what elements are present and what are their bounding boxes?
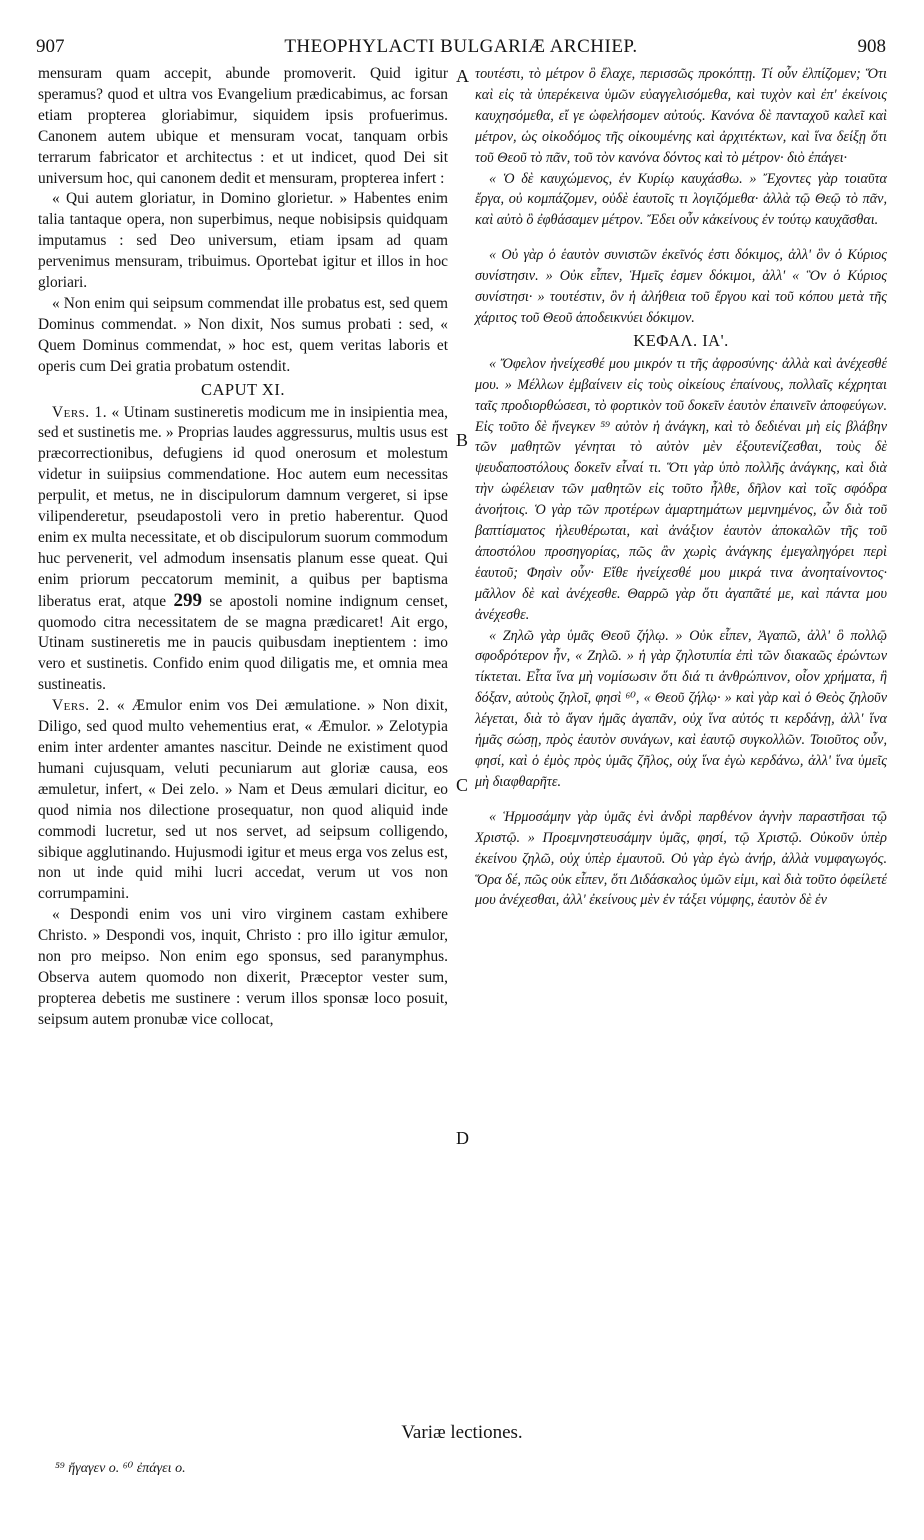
- greek-paragraph: τουτέστι, τὸ μέτρον ὃ ἔλαχε, περισσῶς προκόπτῃ. Τί οὖν ἐλπίζομεν; Ὅτι καὶ εἰς τὰ ὑπερέκεινα ὑμῶν εὐαγγελισόμεθα, καὶ τυχὸν καὶ ἐπ' ἐκείνοις καυχησόμεθα, εἴ γε ὠφελήσομεν αὐτούς. Κανόνα δὲ πανταχοῦ καλεῖ καὶ μέτρον, ὡς οἰκοδόμος τῆς οἰκουμένης καὶ ἀρχιτέκτων, καὶ ἵνα δείξῃ ὅτι τοῦ Θεοῦ τὸ πᾶν, τοῦ τὸν κανόνα δόντος καὶ τὸ μέτρον· διὸ ἐπάγει·: [475, 66, 887, 166]
- latin-column: [38, 64, 448, 1031]
- margin-letter-d: D: [456, 1128, 469, 1148]
- verse-text: se apostoli nomine indignum censet, quomodo citra necessitatem de se magna prædicaret! Ait ergo, Utinam sustineretis me in paucis quibusdam ineptientem : imo vero et sustinetis. Confido enim quod diligatis me, et omnia mea sustineatis.: [38, 592, 448, 694]
- verse-text: « Utinam sustineretis modicum me in insipientia mea, sed et sustinetis me. » Proprias laudes aggressurus, multis usus est præcorrectionibus, defugiens id quod onerosum et molestum videtur in suiipsius commendatione. Hoc autem eum necessitas perpulit, et metus, ne in discipulorum damnum vergeret, si ipse vilipenderetur, pseudapostoli vero in pretio haberentur. Quod enim ex multa necessitate, et ob discipulorum suorum commodum huc pervenerit, vel admodum insensatis planum esse queat. Qui enim priorum peccatorum meminit, a quibus per baptisma liberatus erat, atque: [38, 403, 448, 610]
- margin-letter-c: C: [456, 775, 469, 795]
- greek-paragraph: « Ἡρμοσάμην γὰρ ὑμᾶς ἑνὶ ἀνδρὶ παρθένον ἁγνὴν παραστῆσαι τῷ Χριστῷ. » Προεμνηστευσάμην ὑμᾶς, φησί, τῷ Χριστῷ. Οὐκοῦν ὑπὲρ ἐκείνου ζηλῶ, οὐχ ὑπὲρ ἐμαυτοῦ. Οὐ γὰρ ἐγὼ ἀνήρ, ἀλλὰ νυμφαγωγός. Ὅρα δέ, πῶς οὐκ εἶπεν, ὅτι Διδάσκαλος ὑμῶν εἰμι, καὶ διὰ τοῦτο ὀφείλετέ μου ἀνέχεσθαι, ἀλλ' ἐκείνους μὲν ἐν τάξει νύμφης, ἑαυτὸν δὲ ἐν: [475, 808, 887, 909]
- verse-text: « Æmulor enim vos Dei æmulatione. » Non dixit, Diligo, sed quod multo vehementius erat, « Æmulor. » Zelotypia enim inter ardenter amantes nascitur. Deinde ne existiment quod humani cujusquam, veluti pecuniarum aut gloriæ causa, eos æmuletur, infert, « Dei zelo. » Nam et Deus æmulari dicitur, eo quod nimia nos dilectione prosequatur, non quod aliquid inde commodi lucretur, sed ut nos servet, ad seipsum colligendo, sibique agglutinando. Hujusmodi igitur et meus erga vos zelus est, non ut inde quid mihi lucri accedat, verum ut vos non corrumpamini.: [38, 697, 448, 903]
- greek-paragraph: « Ὁ δὲ καυχώμενος, ἐν Κυρίῳ καυχάσθω. » Ἔχοντες γὰρ τοιαῦτα ἔργα, οὐ κομπάζομεν, οὐδὲ ἑαυτοῖς τι λογιζόμεθα· ἀλλὰ τῷ Θεῷ τὸ πᾶν, καὶ αὐτὸ ὃ ἐφθάσαμεν μέτρον. Ἔδει οὖν κἀκείνους ἐν τούτῳ καυχᾶσθαι.: [475, 170, 887, 229]
- margin-letter-a: A: [456, 66, 469, 86]
- running-title: THEOPHYLACTI BULGARIÆ ARCHIEP.: [284, 36, 638, 57]
- latin-paragraph: « Non enim qui seipsum commendat ille probatus est, sed quem Dominus commendat. » Non dixit, Nos sumus probati : sed, « Quem Dominus commendat, » hoc est, quem veritas laboris et operis cum Dei gratia probatum ostendit.: [38, 294, 448, 375]
- kefal-heading: ΚΕΦΑΛ. ΙΑ'.: [633, 330, 729, 350]
- latin-paragraph: « Despondi enim vos uni viro virginem castam exhibere Christo. » Despondi vos, inquit, Christo : pro illo igitur æmulor, non pro meipso. Non enim ego sponsus, sed paranymphus. Observa autem quomodo non dixerit, Præceptor vester sum, propterea debetis me sustinere : verum illos sponsæ loco posuit, seipsum autem pronubæ vice collocat,: [38, 906, 448, 1028]
- latin-paragraph: mensuram quam accepit, abunde promoverit. Quid igitur speramus? quod et ultra vos Evangelium prædicabimus, ac forsan etiam propterea gloriabimur, siquidem ipsis profuerimus. Canonem autem ubique et mensuram vocat, tanquam orbis terrarum fabricator et architectus : et ut indicet, quod Dei sit universum hoc, qui canonem dedit et mensuram, propterea infert :: [38, 65, 448, 187]
- verse-label: Vers. 2.: [52, 697, 110, 715]
- caput-heading: CAPUT XI.: [201, 379, 285, 399]
- greek-paragraph: « Ζηλῶ γὰρ ὑμᾶς Θεοῦ ζήλῳ. » Οὐκ εἶπεν, Ἀγαπῶ, ἀλλ' ὃ πολλῷ σφοδρότερον ἦν, « Ζηλῶ. » ἡ γὰρ ζηλοτυπία ἐπὶ τῶν διακαῶς ἐρώντων τίκτεται. Εἶτα ἵνα μὴ νομίσωσιν ὅτι διά τι ἀνθρώπινον, οἷον χρήματα, ἢ δόξαν, αὐτοὺς ζηλοῖ, φησὶ ⁶⁰, « Θεοῦ ζήλῳ· » καὶ γὰρ καὶ ὁ Θεὸς ζηλοῦν λέγεται, διὰ τὸ ἄγαν ἡμᾶς ἀγαπᾶν, οὐχ ἵνα αὐτός τι κερδάνῃ, ἀλλ' ἵνα ἡμᾶς σώσῃ, πρὸς ἑαυτὸν συνάγων, καὶ ἑαυτῷ συγκολλῶν. Τοιοῦτος οὖν, φησί, καὶ ὁ ἐμὸς πρὸς ὑμᾶς ζῆλος, οὐχ ἵνα ἐγὼ κερδάνω, ἀλλ' ἵνα ὑμεῖς μὴ διαφθαρῆτε.: [475, 627, 887, 790]
- variae-lectiones-notes: ⁵⁹ ἤγαγεν ο. ⁶⁰ ἐπάγει ο.: [55, 1461, 186, 1476]
- latin-verse-1: [38, 403, 448, 697]
- page-header: [36, 36, 886, 60]
- page-number-left: 907: [36, 36, 65, 57]
- margin-letter-b: B: [456, 430, 469, 450]
- page-number-right: 908: [857, 36, 886, 57]
- greek-paragraph: « Οὐ γὰρ ὁ ἑαυτὸν συνιστῶν ἐκεῖνός ἐστι δόκιμος, ἀλλ' ὃν ὁ Κύριος συνίστησιν. » Οὐκ εἶπεν, Ἡμεῖς ἐσμεν δόκιμοι, ἀλλ' « Ὃν ὁ Κύριος συνίστησι· » τουτέστιν, ὃν ἡ ἀλήθεια τοῦ ἔργου καὶ τοῦ κόπου μετὰ τῆς χάριτος τοῦ Θεοῦ ἀποδεικνύει δόκιμον.: [475, 247, 887, 326]
- verse-label: Vers. 1.: [52, 403, 108, 421]
- variae-lectiones-title: Variæ lectiones.: [401, 1422, 523, 1443]
- latin-paragraph: « Qui autem gloriatur, in Domino glorietur. » Habentes enim talia tantaque opera, non superbimus, neque nobisipsis quidquam imputamus : sed Deo universum, etiam ipsam ad quam pervenimus mensuram, tribuimus. Oportebat igitur et illos in hoc gloriari.: [38, 190, 448, 292]
- greek-column: [475, 64, 887, 911]
- greek-paragraph: « Ὄφελον ἠνείχεσθέ μου μικρόν τι τῆς ἀφροσύνης· ἀλλὰ καὶ ἀνέχεσθέ μου. » Μέλλων ἐμβαίνειν εἰς τοὺς οἰκείους ἐπαίνους, πολλαῖς κέχρηται ταῖς προδιορθώσεσι, τὸ φορτικὸν τοῦ δοκεῖν ἑαυτὸν ἐπαινεῖν ἀποφεύγων. Εἰς τοῦτο δὲ ἤνεγκεν ⁵⁹ αὐτὸν ἡ ἀνάγκη, καὶ τὸ δεδιέναι μὴ εἰς βλάβην τῶν μαθητῶν γένηται τὸ αὐτὸν μὲν ἐξουτενίζεσθαι, τοὺς δὲ ψευδαποστόλους δοκεῖν εἶναί τι. Ὅτι γὰρ ὑπὸ πολλῆς ἀνάγκης, καὶ διὰ τὴν ὠφέλειαν τῶν μαθητῶν εἰς τοῦτο ἦλθε, δῆλον καὶ τοῖς σφόδρα ἀνοήτοις. Ὁ γὰρ τῶν προτέρων ἁμαρτημάτων μεμνημένος, ὧν διὰ τοῦ βαπτίσματος ἠλευθέρωται, καὶ ἀνάξιον ἑαυτὸν ἀποκαλῶν τῆς τοῦ ἀποστόλου προσηγορίας, πῶς ἂν χωρὶς ἀνάγκης ἐμεγαληγόρει περὶ ἑαυτοῦ; Φησὶν οὖν· Εἴθε ἠνείχεσθέ μου μικρά τινα ἀνοηταίνοντος· μᾶλλον δὲ καὶ ἀνέχεσθε. Θαρρῶ γὰρ ὅτι ἀγαπᾶτέ με, καὶ πάντα μου ἀνέχεσθε.: [475, 355, 887, 623]
- latin-verse-2: [38, 696, 448, 905]
- column-number: 299: [173, 589, 202, 611]
